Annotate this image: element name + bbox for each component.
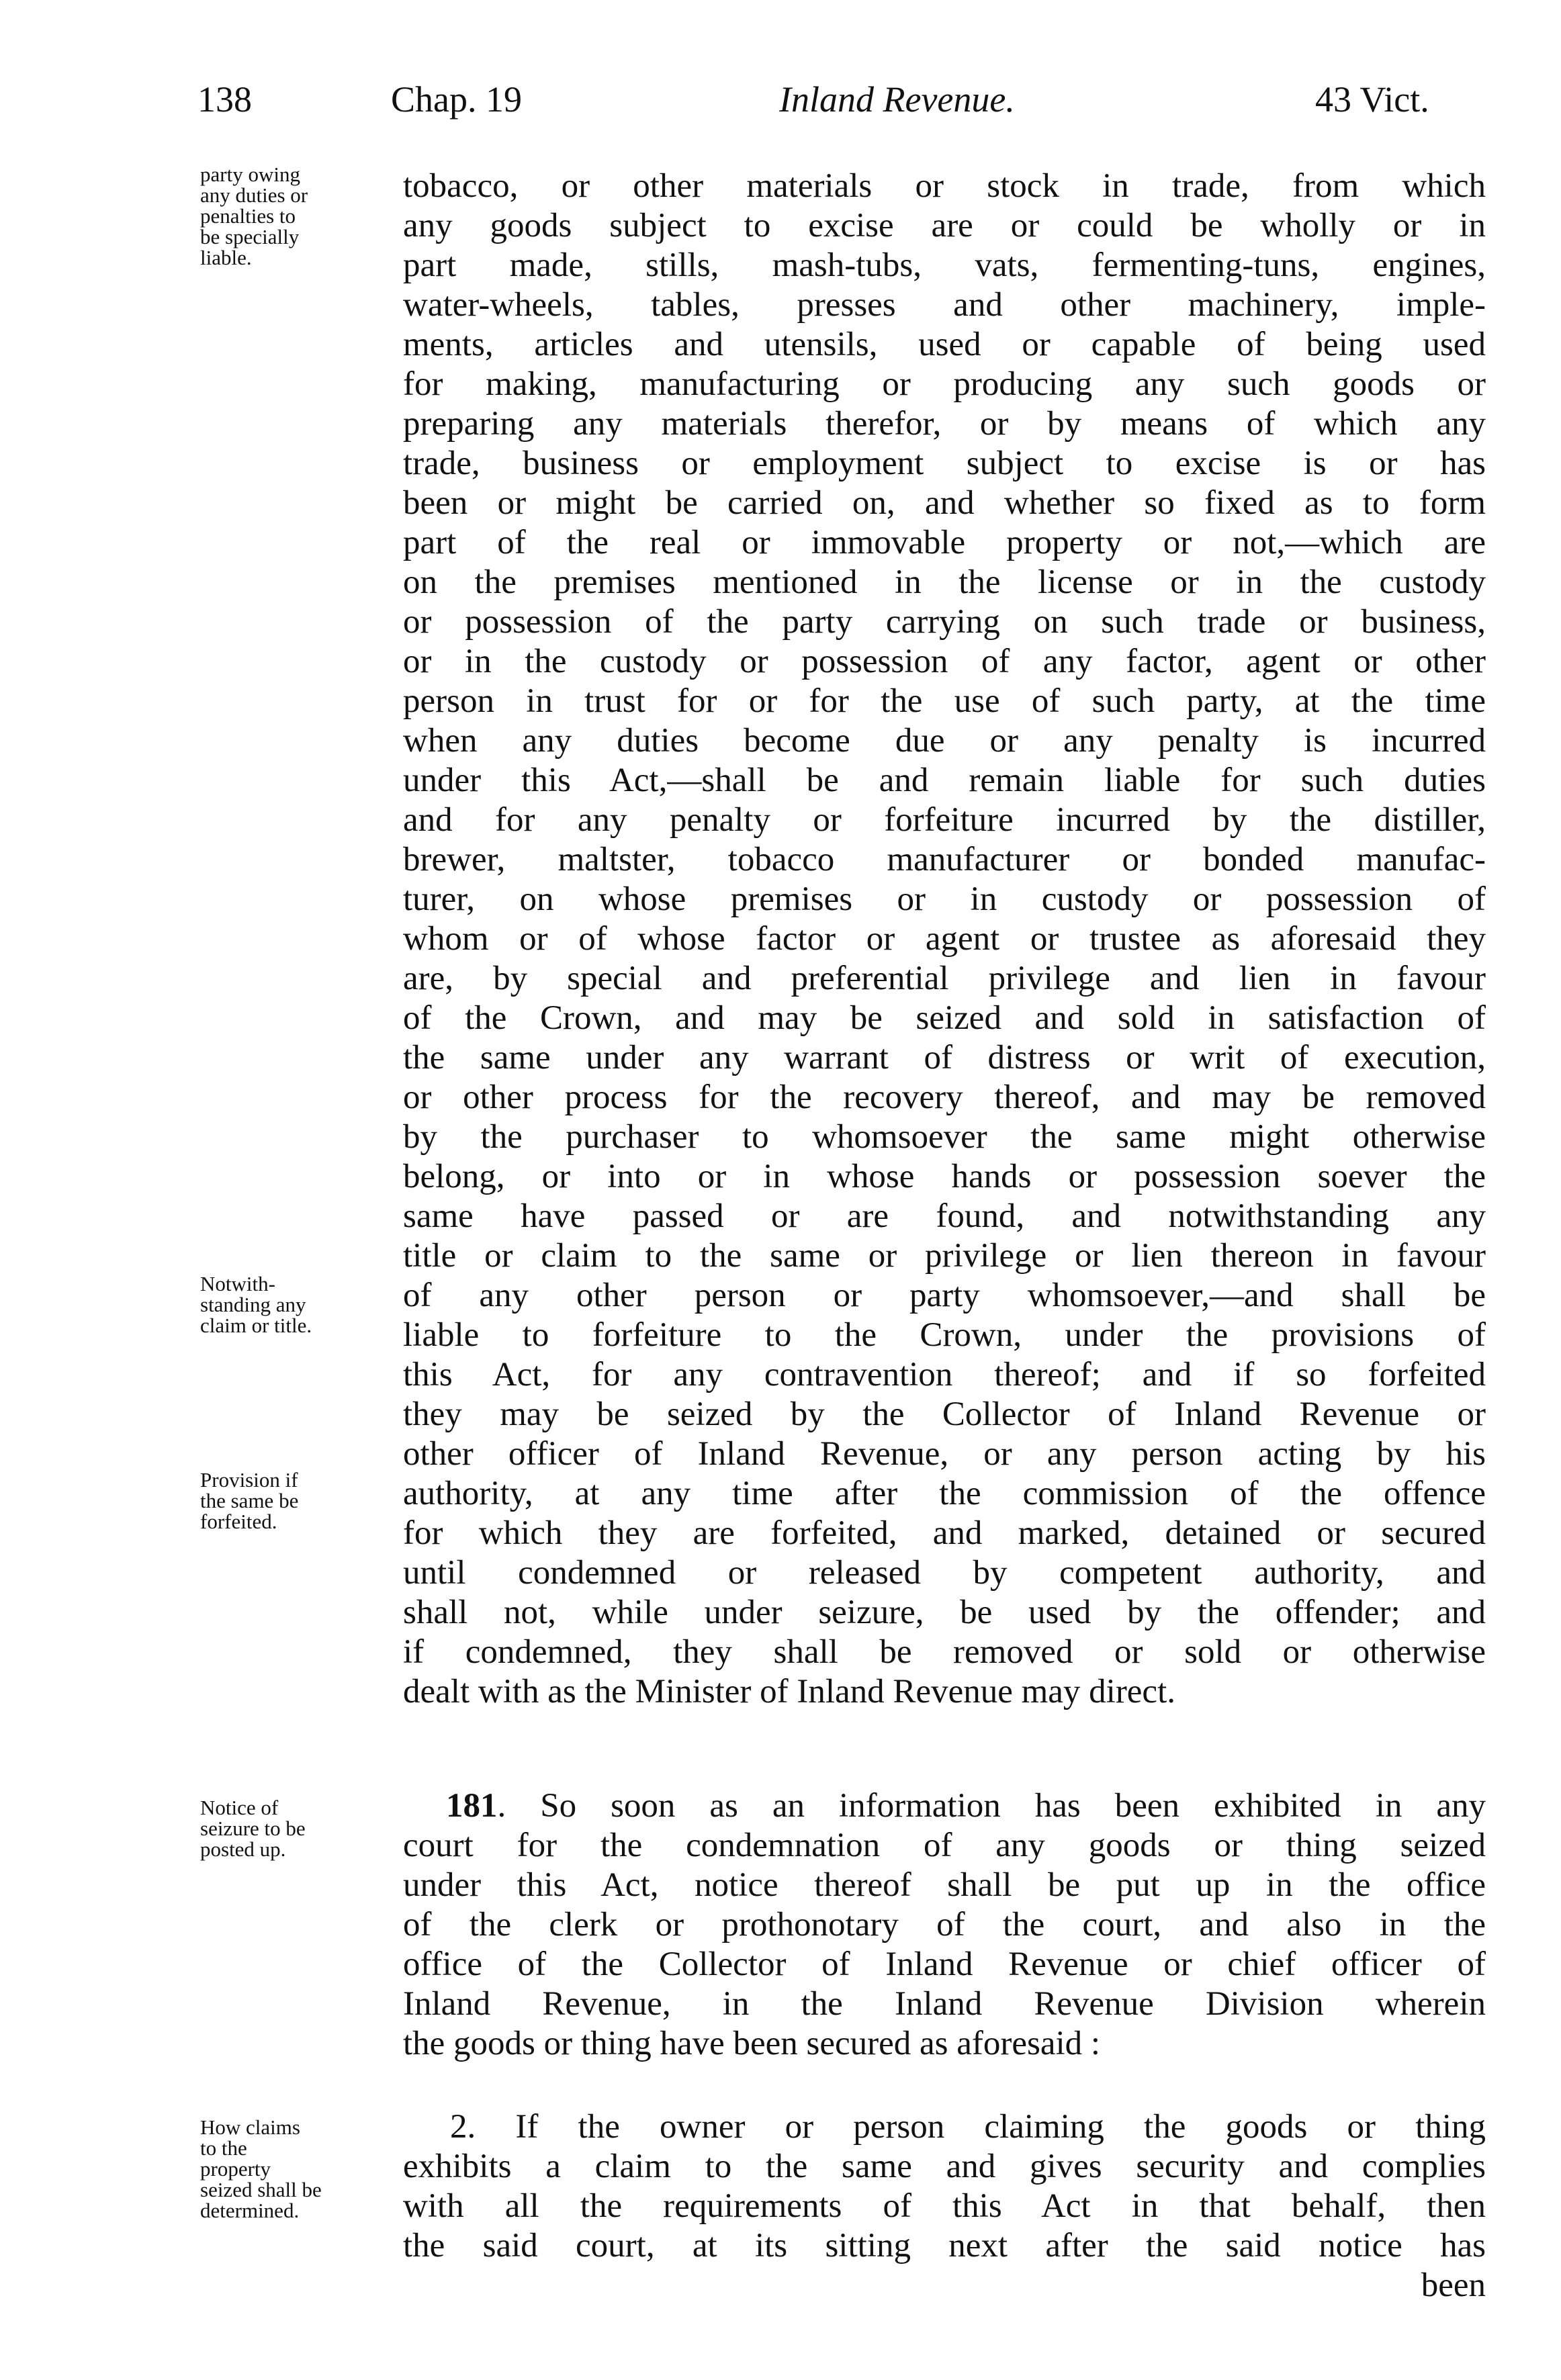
margin-note-line: How claims [200,2115,300,2139]
margin-note-line: Provision if [200,1468,298,1492]
margin-note-line: be specially [200,225,300,248]
body-line: any goods subject to excise are or could be wholly or in [403,207,1486,244]
body-line: of the Crown, and may be seized and sold in satisfaction of [403,999,1486,1037]
body-line: Inland Revenue, in the Inland Revenue Division wherein [403,1985,1486,2023]
section-181-paragraph [403,1786,1486,2064]
body-line: authority, at any time after the commission of the offence [403,1475,1486,1512]
body-line: or possession of the party carrying on such trade or business, [403,603,1486,641]
body-line: the same under any warrant of distress or writ of execution, [403,1039,1486,1077]
running-header [0,79,1561,133]
body-line [403,1786,1486,1826]
margin-note-line: party owing [200,163,300,186]
body-line: the goods or thing have been secured as aforesaid : [403,2025,1101,2062]
margin-note-line: standing any [200,1293,306,1316]
margin-note-line: property [200,2157,271,2181]
body-line: dealt with as the Minister of Inland Revenue may direct. [403,1673,1175,1710]
body-line: shall not, while under seizure, be used by the offender; and [403,1594,1486,1631]
body-line: are, by special and preferential privilege and lien in favour [403,960,1486,997]
body-paragraph-continuation [403,167,1486,1712]
body-line: trade, business or employment subject to excise is or has [403,445,1486,482]
margin-note-line: seizure to be [200,1817,306,1840]
margin-note-line: to the [200,2136,247,2160]
body-line: brewer, maltster, tobacco manufacturer or bonded manufac- [403,841,1486,878]
body-line: title or claim to the same or privilege or lien thereon in favour [403,1237,1486,1275]
body-line: until condemned or released by competent authority, and [403,1554,1486,1592]
body-line: they may be seized by the Collector of Inland Revenue or [403,1395,1486,1433]
page-number: 138 [197,79,252,120]
body-line: whom or of whose factor or agent or trustee as aforesaid they [403,920,1486,958]
margin-note-party-liable [200,164,402,268]
body-line: with all the requirements of this Act in that behalf, then [403,2187,1486,2225]
margin-note-line: forfeited. [200,1510,277,1533]
body-line: ments, articles and utensils, used or capable of being used [403,326,1486,363]
body-line: part of the real or immovable property or not,—which are [403,524,1486,561]
margin-note-line: Notwith- [200,1272,275,1295]
catchword: been [1421,2267,1486,2304]
body-line: if condemned, they shall be removed or sold or otherwise [403,1633,1486,1671]
margin-note-line: the same be [200,1489,299,1512]
body-line: office of the Collector of Inland Revenue or chief officer of [403,1946,1486,1983]
margin-note-line: claim or title. [200,1314,312,1337]
body-line: for which they are forfeited, and marked, detained or secured [403,1514,1486,1552]
margin-note-line: posted up. [200,1837,286,1861]
body-line: under this Act,—shall be and remain liable for such duties [403,762,1486,799]
margin-note-line: any duties or [200,183,308,207]
regnal-year: 43 Vict. [1315,79,1429,120]
running-title: Inland Revenue. [779,79,1015,120]
body-line: part made, stills, mash-tubs, vats, fermenting-tuns, engines, [403,246,1486,284]
body-line: for making, manufacturing or producing any such goods or [403,365,1486,403]
body-line: person in trust for or for the use of such party, at the time [403,682,1486,720]
margin-note-how-claims-determined [200,2117,402,2221]
body-line: or in the custody or possession of any factor, agent or other [403,643,1486,680]
body-line: liable to forfeiture to the Crown, under the provisions of [403,1316,1486,1354]
chapter-label: Chap. 19 [391,79,522,120]
margin-note-line: penalties to [200,204,296,228]
body-line: by the purchaser to whomsoever the same might otherwise [403,1118,1486,1156]
body-line: preparing any materials therefor, or by means of which any [403,405,1486,443]
body-line: of any other person or party whomsoever,—and shall be [403,1277,1486,1314]
margin-note-forfeited [200,1469,402,1532]
margin-note-line: Notice of [200,1796,279,1819]
body-line: turer, on whose premises or in custody or possession of [403,880,1486,918]
body-line: same have passed or are found, and notwithstanding any [403,1197,1486,1235]
body-line: been or might be carried on, and whether so fixed as to form [403,484,1486,522]
margin-note-line: liable. [200,246,252,269]
body-line: this Act, for any contravention thereof; and if so forfeited [403,1356,1486,1393]
body-line: under this Act, notice thereof shall be put up in the office [403,1866,1486,1904]
body-line: exhibits a claim to the same and gives security and complies [403,2148,1486,2185]
body-line: water-wheels, tables, presses and other machinery, imple- [403,286,1486,324]
margin-note-line: determined. [200,2199,300,2222]
margin-note-notwithstanding [200,1273,402,1336]
body-line: on the premises mentioned in the license or in the custody [403,563,1486,601]
body-line: and for any penalty or forfeiture incurred by the distiller, [403,801,1486,839]
body-line: of the clerk or prothonotary of the court, and also in the [403,1906,1486,1943]
subsection-2-paragraph [403,2107,1486,2305]
body-line-text: . So soon as an information has been exhibited in any [497,1787,1486,1825]
margin-note-notice-of-seizure [200,1797,402,1860]
body-line: when any duties become due or any penalty is incurred [403,722,1486,760]
body-line: tobacco, or other materials or stock in trade, from which [403,167,1486,205]
margin-note-line: seized shall be [200,2178,322,2201]
body-line: other officer of Inland Revenue, or any person acting by his [403,1435,1486,1473]
body-line: the said court, at its sitting next after the said notice has [403,2227,1486,2264]
body-line: belong, or into or in whose hands or possession soever the [403,1158,1486,1195]
body-line: court for the condemnation of any goods or thing seized [403,1827,1486,1864]
body-line: or other process for the recovery thereof, and may be removed [403,1079,1486,1116]
body-line: 2. If the owner or person claiming the goods or thing [450,2108,1486,2146]
section-number: 181 [446,1787,498,1825]
